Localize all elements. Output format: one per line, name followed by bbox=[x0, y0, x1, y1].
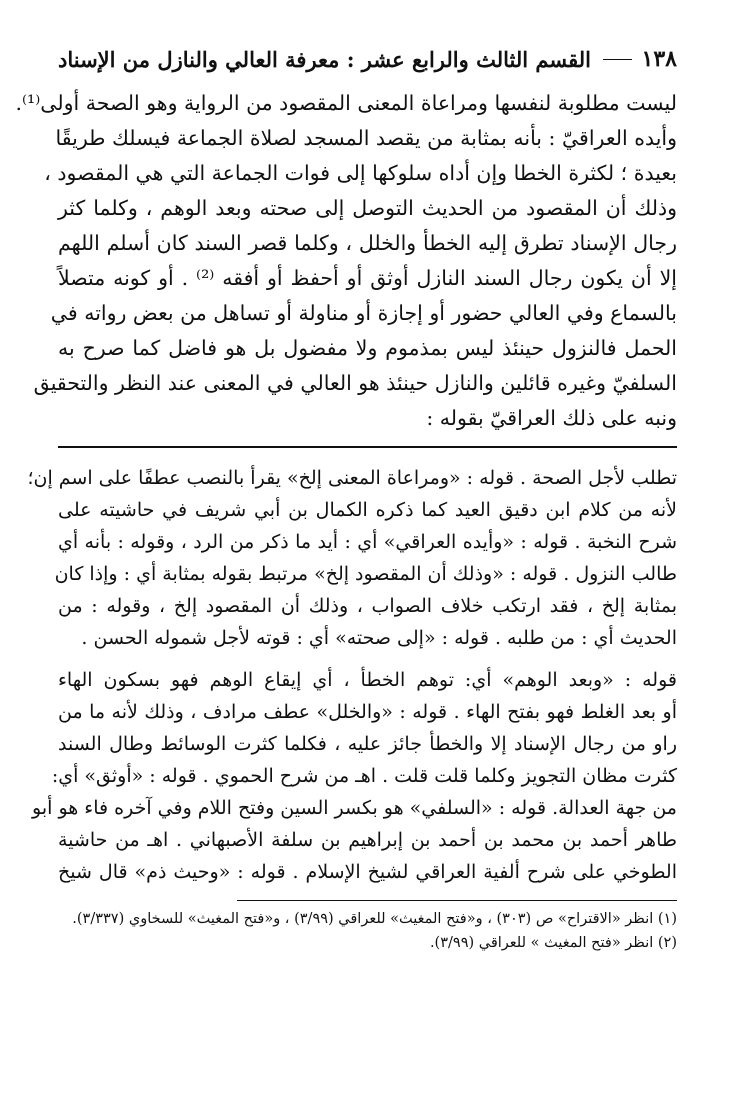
main-line: رجال الإسناد تطرق إليه الخطأ والخلل ، وكلما قصر السند كان أسلم اللهم bbox=[58, 231, 677, 255]
commentary-line: شرح النخبة . قوله : «وأيده العراقي» أي : أيد ما ذكر من الرد ، وقوله : بأنه أي bbox=[58, 531, 677, 553]
main-line: ليست مطلوبة لنفسها ومراعاة المعنى المقصود من الرواية وهو الصحة أولى⁽¹⁾. bbox=[15, 91, 677, 115]
commentary-line: كثرت مظان التجويز وكلما قلت قلت . اهـ من شرح الحموي . قوله : «أوثق» أي: bbox=[51, 765, 677, 787]
running-header bbox=[58, 44, 677, 74]
main-text bbox=[15, 86, 677, 436]
footnote-divider bbox=[237, 900, 677, 901]
commentary-line: أو بعد الغلط فهو بفتح الهاء . قوله : «والخلل» عطف مرادف ، وذلك لأنه ما من bbox=[58, 701, 677, 723]
paragraph-gap bbox=[58, 654, 677, 664]
main-line: السلفيّ وغيره قائلين والنازل حينئذ هو العالي في المعنى عند النظر والتحقيق bbox=[33, 371, 677, 395]
commentary-line: من جهة العدالة. قوله : «السلفي» هو بكسر السين وفتح اللام وفي آخره فاء هو أبو bbox=[32, 797, 677, 819]
footnote: (٢) انظر «فتح المغيث » للعراقي (٣/٩٩). bbox=[429, 935, 677, 951]
commentary-line: طالب النزول . قوله : «وذلك أن المقصود إلخ» مرتبط بقوله بمثابة أي : وإذا كان bbox=[54, 563, 677, 585]
commentary-line: الطوخي على شرح ألفية العراقي لشيخ الإسلام . قوله : «وحيث ذم» قال شيخ bbox=[58, 861, 677, 883]
commentary-line: طاهر أحمد بن محمد بن أحمد بن إبراهيم بن سلفة الأصبهاني . اهـ من حاشية bbox=[58, 829, 677, 851]
main-line: إلا أن يكون رجال السند النازل أوثق أو أحفظ أو أفقه ⁽²⁾ . أو كونه متصلاً bbox=[58, 266, 677, 290]
commentary-line: بمثابة إلخ ، فقد ارتكب خلاف الصواب ، وذلك أن المقصود إلخ ، وقوله : من bbox=[58, 595, 677, 617]
page-number: ١٣٨ bbox=[641, 46, 677, 72]
chapter-title: القسم الثالث والرابع عشر : معرفة العالي والنازل من الإسناد bbox=[58, 46, 591, 72]
commentary-line: راو من رجال الإسناد إلا والخطأ جائز عليه ، فكلما كثرت الوسائط وطال السند bbox=[58, 733, 677, 755]
commentary-block-2 bbox=[32, 664, 677, 888]
footnotes bbox=[58, 907, 677, 955]
main-line: بعيدة ؛ لكثرة الخطا وإن أداه سلوكها إلى فوات الجماعة التي هي المقصود ، bbox=[44, 161, 677, 185]
commentary-line: تطلب لأجل الصحة . قوله : «ومراعاة المعنى إلخ» يقرأ بالنصب عطفًا على اسم إن؛ bbox=[27, 467, 677, 489]
commentary-block-1 bbox=[27, 462, 677, 654]
commentary-divider bbox=[58, 446, 677, 448]
commentary-line: الحديث أي : من طلبه . قوله : «إلى صحته» أي : قوته لأجل شموله الحسن . bbox=[81, 627, 677, 649]
commentary-line: لأنه من كلام ابن دقيق العيد كما ذكره الكمال بن أبي شريف في حاشيته على bbox=[58, 499, 677, 521]
commentary-line: قوله : «وبعد الوهم» أي: توهم الخطأ ، أي إيقاع الوهم فهو بسكون الهاء bbox=[58, 669, 677, 691]
main-line: وأيده العراقيّ : بأنه بمثابة من يقصد المسجد لصلاة الجماعة فيسلك طريقًا bbox=[55, 126, 677, 150]
footnote: (١) انظر «الاقتراح» ص (٣٠٣) ، و«فتح المغيث» للعراقي (٣/٩٩) ، و«فتح المغيث» للسخاوي (٣/٣٣٧). bbox=[72, 911, 677, 927]
main-line: ونبه على ذلك العراقيّ بقوله : bbox=[426, 406, 677, 430]
main-line: الحمل فالنزول حينئذ ليس بمذموم ولا مفضول بل هو فاضل كما صرح به bbox=[58, 336, 677, 360]
main-line: بالسماع وفي العالي حضور أو إجازة أو مناولة أو تساهل من بعض رواته في bbox=[50, 301, 677, 325]
main-line: وذلك أن المقصود من الحديث التوصل إلى صحته وبعد الوهم ، وكلما كثر bbox=[58, 196, 677, 220]
header-rule bbox=[603, 59, 632, 60]
